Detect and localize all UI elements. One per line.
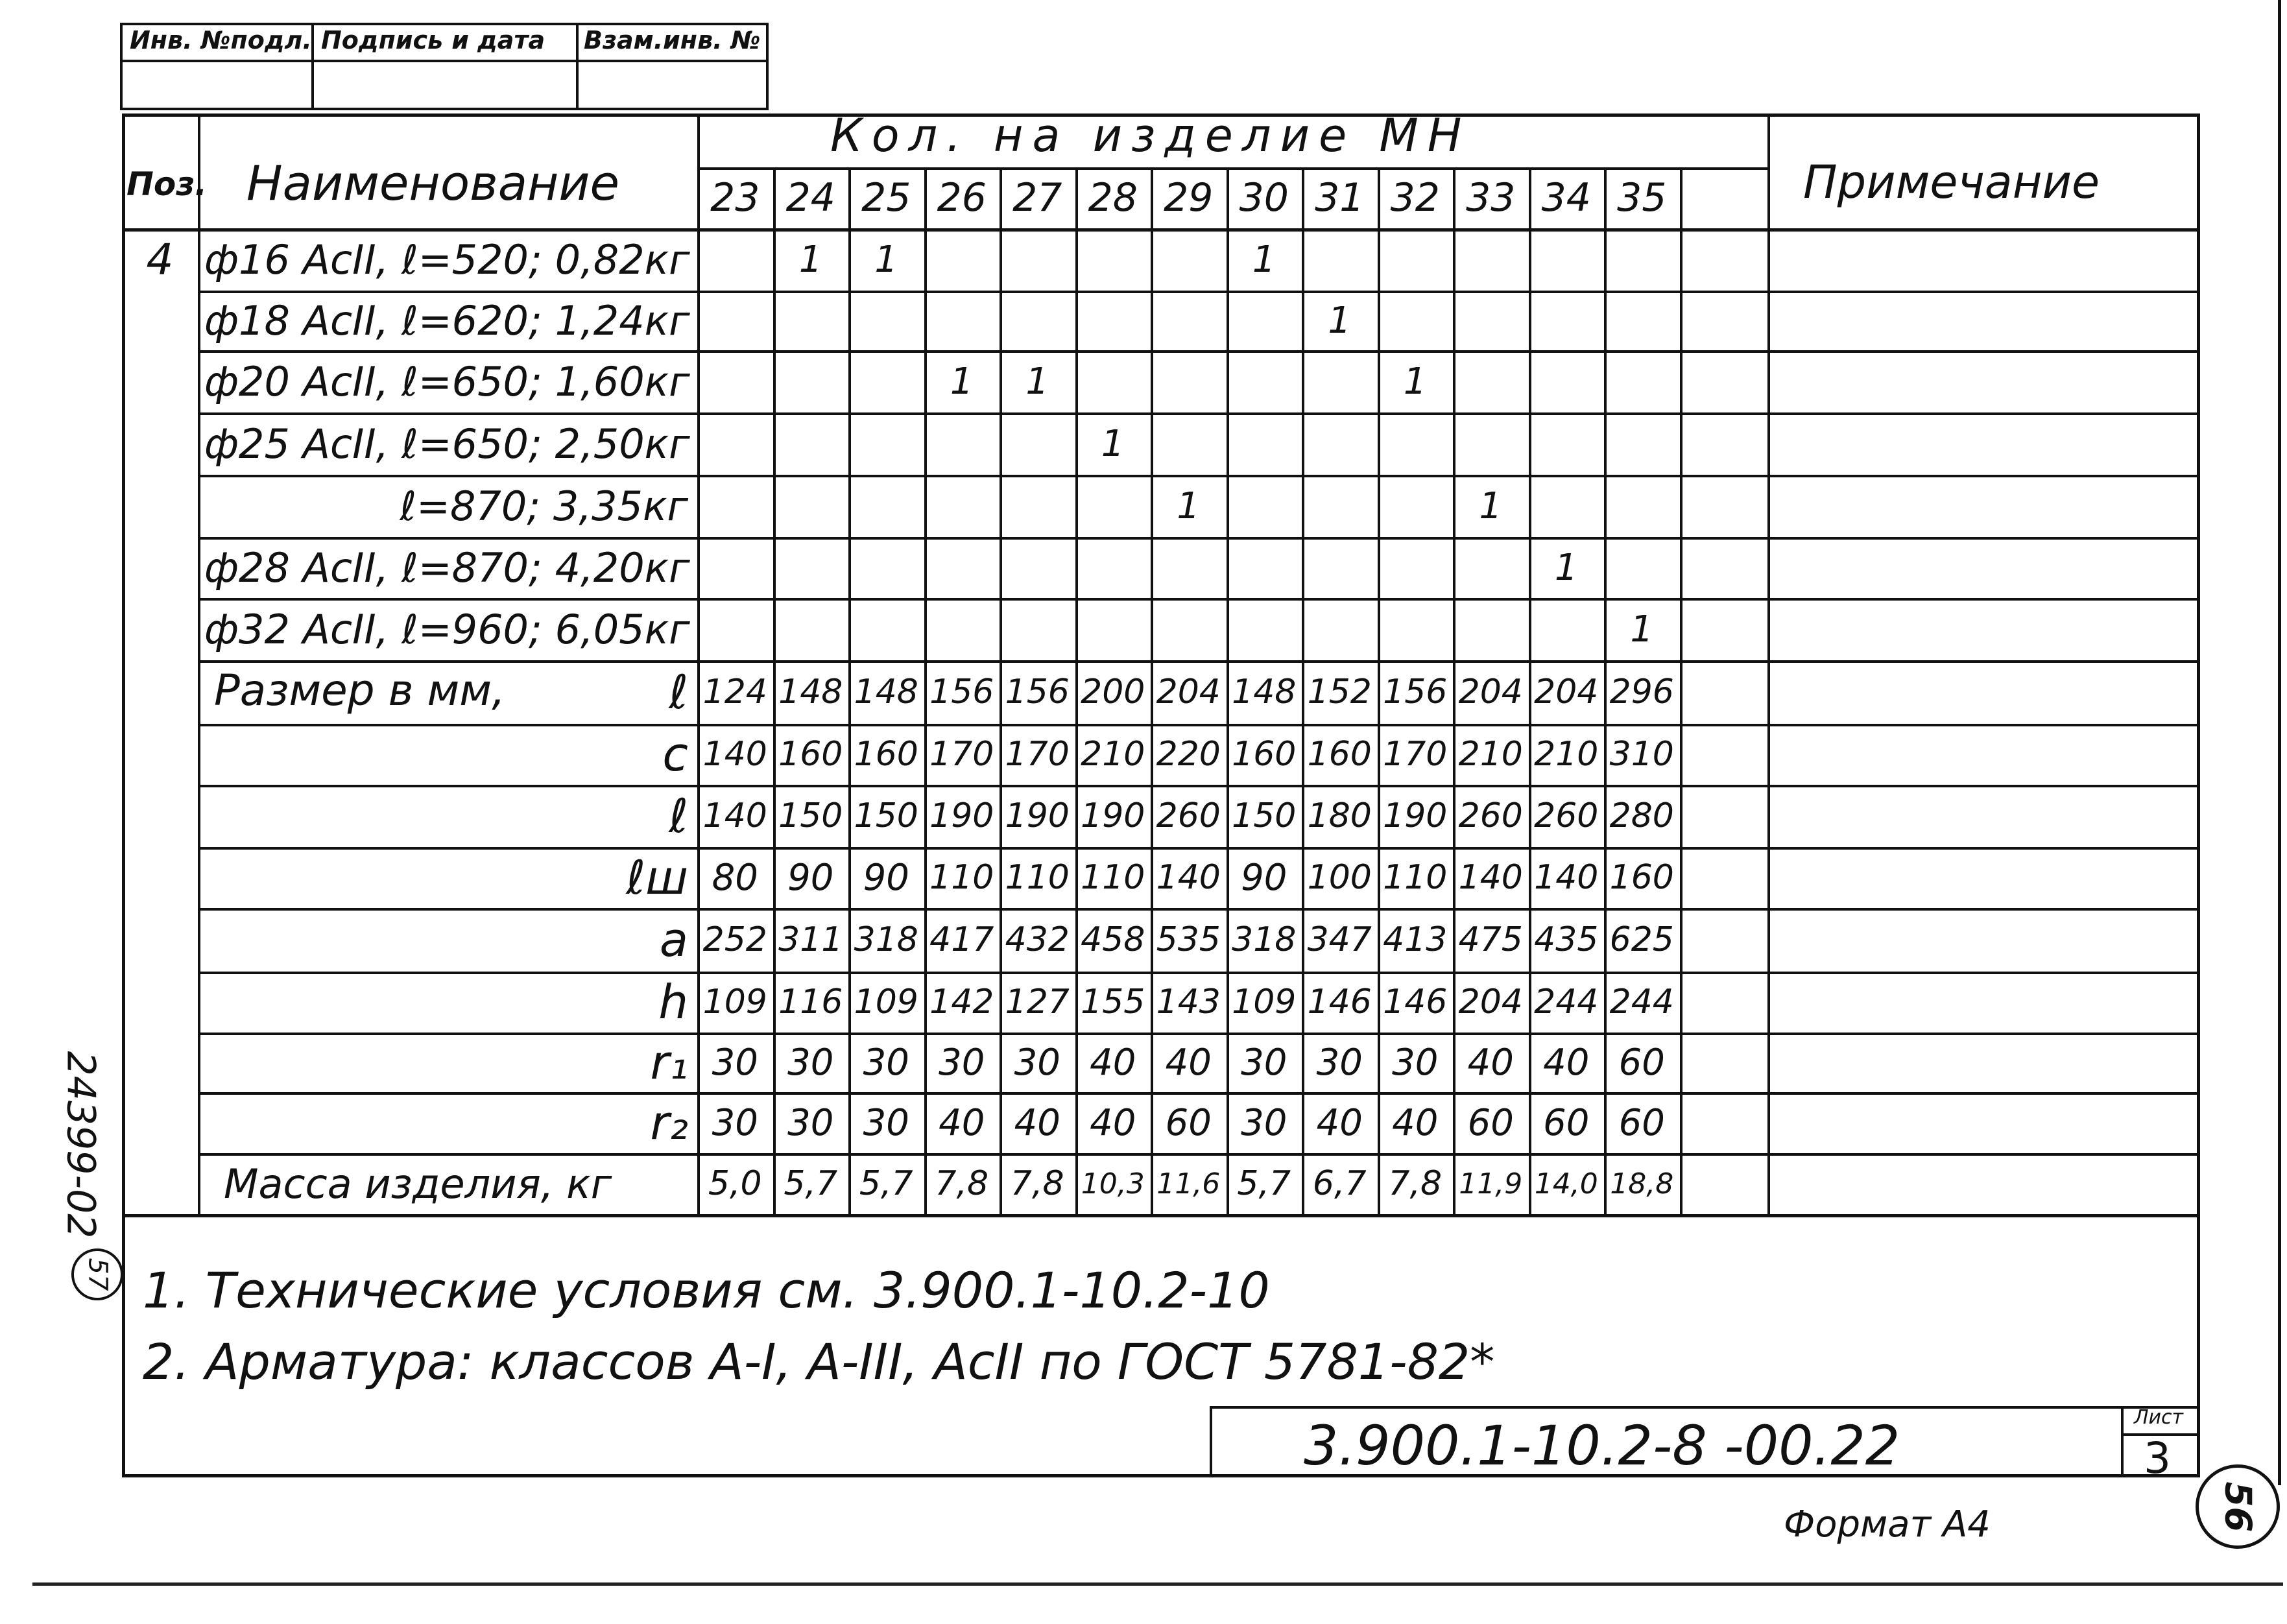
row-pos [122,598,198,660]
table-cell: 100 [1307,858,1372,897]
table-cell [1302,228,1378,291]
circle-left-number: 57 [82,1258,112,1291]
table-cell: 150 [778,796,843,835]
table-cell: 90 [863,856,909,899]
table-cell: 30 [712,1041,758,1084]
table-cell: 1 [1252,238,1276,281]
table-cell [924,475,1000,537]
table-cell: 30 [1241,1041,1287,1084]
table-cell: 148 [1232,673,1297,711]
row-pos [122,350,198,412]
table-cell: 110 [929,858,994,897]
table-cell: 40 [1467,1041,1514,1084]
table-cell [848,475,924,537]
table-cell: 160 [1609,858,1674,897]
table-cell [773,598,849,660]
table-cell: 1 [1025,360,1049,403]
row-pos [122,475,198,537]
row-pos [122,724,198,785]
table-cell [1453,291,1529,350]
table-cell: 170 [1383,735,1448,774]
note-2: 2. Арматура: классов А-I, А-III, АсII по ГОСТ 5781-82* [143,1333,1495,1391]
table-cell: 180 [1307,796,1372,835]
header-note: Примечание [1803,156,2100,209]
table-cell: 30 [712,1101,758,1144]
table-cell: 318 [1232,920,1297,959]
table-cell [1075,228,1151,291]
table-cell: 124 [702,673,767,711]
table-cell: 260 [1534,796,1599,835]
table-cell [1604,475,1680,537]
table-cell [1604,228,1680,291]
table-cell: 475 [1458,920,1523,959]
table-cell: 109 [1232,983,1297,1021]
table-cell [1227,412,1302,475]
table-cell: 40 [1543,1041,1590,1084]
table-cell: 1 [1403,360,1427,403]
table-cell [773,412,849,475]
table-cell: 5,7 [784,1164,838,1203]
table-cell: 148 [854,673,918,711]
row-pos [122,537,198,598]
row-pos [122,847,198,908]
column-header: 26 [937,175,987,221]
column-header: 32 [1390,175,1440,221]
table-cell [1453,350,1529,412]
size-parameter: ℓш [626,850,688,905]
stamp-signature-date: Подпись и дата [321,26,545,54]
table-cell [1151,291,1227,350]
table-cell: 6,7 [1312,1164,1367,1203]
table-cell: 296 [1609,673,1674,711]
size-parameter: ℓ [669,789,688,843]
row-name: ℓ=870; 3,35кг [400,482,688,530]
side-number: 24399-02 [58,1051,104,1239]
table-cell: 152 [1307,673,1372,711]
table-cell: 160 [1232,735,1297,774]
column-header: 27 [1012,175,1062,221]
table-cell: 109 [854,983,918,1021]
table-cell: 40 [1392,1101,1439,1144]
table-cell: 160 [854,735,918,774]
table-cell [1453,537,1529,598]
table-cell: 347 [1307,920,1372,959]
table-cell: 1 [874,238,898,281]
table-cell [697,412,773,475]
table-cell: 30 [863,1041,909,1084]
table-cell: 458 [1081,920,1145,959]
size-label: Размер в мм, [214,665,506,715]
table-cell: 140 [702,796,767,835]
table-cell: 210 [1458,735,1523,774]
table-cell: 30 [787,1041,834,1084]
table-cell [1227,598,1302,660]
table-cell [1604,291,1680,350]
table-cell: 432 [1005,920,1070,959]
column-header: 30 [1239,175,1289,221]
table-cell: 318 [854,920,918,959]
table-cell [1529,350,1605,412]
table-cell [1075,291,1151,350]
table-cell: 200 [1081,673,1145,711]
table-cell [1151,598,1227,660]
column-header: 33 [1466,175,1516,221]
table-cell: 204 [1534,673,1599,711]
table-cell: 140 [1534,858,1599,897]
column-header: 23 [710,175,760,221]
table-cell [1000,412,1075,475]
size-parameter: c [662,727,688,782]
table-cell: 190 [929,796,994,835]
row-pos [122,972,198,1033]
table-cell: 80 [712,856,758,899]
table-cell: 146 [1383,983,1448,1021]
size-parameter: r₂ [650,1095,688,1150]
table-cell: 252 [702,920,767,959]
table-cell [848,412,924,475]
table-cell [1529,228,1605,291]
table-cell: 204 [1458,983,1523,1021]
table-cell: 110 [1383,858,1448,897]
table-cell [1075,537,1151,598]
row-pos [122,660,198,724]
table-cell: 156 [1383,673,1448,711]
table-cell: 142 [929,983,994,1021]
stamp-replaced-inv: Взам.инв. № [584,26,761,54]
table-cell: 1 [1101,422,1125,465]
table-cell [1151,537,1227,598]
sheet-label: Лист [2134,1406,2184,1429]
table-cell: 5,7 [859,1164,913,1203]
table-cell [773,537,849,598]
table-cell: 1 [1328,299,1352,342]
table-cell [1227,537,1302,598]
table-cell: 210 [1081,735,1145,774]
table-cell: 30 [1241,1101,1287,1144]
table-cell [1604,412,1680,475]
table-cell: 60 [1165,1101,1212,1144]
table-cell: 190 [1081,796,1145,835]
table-cell: 220 [1156,735,1221,774]
table-cell: 60 [1618,1101,1665,1144]
table-cell: 5,0 [708,1164,762,1203]
table-cell: 7,8 [935,1164,989,1203]
table-cell [1151,228,1227,291]
table-cell [1378,412,1454,475]
table-cell [1075,598,1151,660]
table-cell: 244 [1609,983,1674,1021]
table-cell [773,475,849,537]
table-cell: 244 [1534,983,1599,1021]
table-cell [924,412,1000,475]
table-cell [773,350,849,412]
table-cell: 260 [1458,796,1523,835]
table-cell [697,475,773,537]
size-parameter: h [658,975,688,1029]
row-pos [122,412,198,475]
table-cell: 140 [1156,858,1221,897]
circle-left-badge [71,1248,123,1300]
table-cell: 148 [778,673,843,711]
table-cell [924,291,1000,350]
table-cell [1453,598,1529,660]
table-cell: 1 [1630,608,1654,651]
table-cell: 1 [798,238,822,281]
table-cell: 10,3 [1081,1167,1145,1200]
row-name: ф18 АсII, ℓ=620; 1,24кг [204,296,690,344]
table-cell [924,228,1000,291]
table-cell: 190 [1383,796,1448,835]
table-cell: 435 [1534,920,1599,959]
size-parameter: ℓ [669,665,688,719]
format-label: Формат А4 [1784,1503,1991,1546]
table-cell [1000,598,1075,660]
table-cell [1453,228,1529,291]
table-cell: 40 [939,1101,985,1144]
table-cell: 140 [1458,858,1523,897]
table-cell: 146 [1307,983,1372,1021]
row-pos [122,1033,198,1092]
table-cell [697,291,773,350]
sheet-number: 3 [2144,1433,2171,1483]
row-pos [122,908,198,972]
table-cell: 30 [939,1041,985,1084]
table-cell [1378,537,1454,598]
document-code: 3.900.1-10.2-8 -00.22 [1304,1414,1900,1477]
table-cell: 110 [1081,858,1145,897]
table-cell: 90 [1241,856,1287,899]
table-cell: 7,8 [1010,1164,1064,1203]
size-parameter: a [659,913,688,967]
table-cell: 30 [1316,1041,1363,1084]
column-header: 31 [1315,175,1365,221]
table-cell [1378,598,1454,660]
column-header: 24 [785,175,835,221]
table-cell: 204 [1156,673,1221,711]
table-cell [1000,291,1075,350]
table-cell: 310 [1609,735,1674,774]
table-cell [1378,291,1454,350]
row-pos [122,291,198,350]
table-cell [848,291,924,350]
table-cell [1302,412,1378,475]
column-header: 25 [861,175,911,221]
table-cell: 280 [1609,796,1674,835]
table-cell: 18,8 [1610,1167,1674,1200]
table-cell: 5,7 [1237,1164,1291,1203]
table-cell: 140 [702,735,767,774]
table-cell: 14,0 [1534,1167,1598,1200]
table-cell [848,350,924,412]
table-cell [697,228,773,291]
table-cell: 155 [1081,983,1145,1021]
table-cell [1529,291,1605,350]
row-pos: 4 [146,234,174,285]
table-cell: 535 [1156,920,1221,959]
table-cell: 1 [950,360,974,403]
table-cell [1000,537,1075,598]
circle-right-badge [2196,1464,2280,1549]
table-cell: 150 [854,796,918,835]
table-cell: 210 [1534,735,1599,774]
circle-right-number: 56 [2216,1481,2259,1532]
table-cell [924,598,1000,660]
table-cell: 116 [778,983,843,1021]
table-cell [1075,350,1151,412]
table-cell [1302,598,1378,660]
column-header: 28 [1088,175,1138,221]
row-name: ф28 АсII, ℓ=870; 4,20кг [204,543,690,591]
table-cell [1151,350,1227,412]
row-name: ф16 АсII, ℓ=520; 0,82кг [204,235,690,283]
column-header: 34 [1541,175,1591,221]
header-qty-group: Кол. на изделие МН [830,109,1471,162]
table-cell: 1 [1177,484,1201,527]
row-pos [122,1092,198,1153]
table-cell: 40 [1165,1041,1212,1084]
table-cell [1302,537,1378,598]
table-cell: 413 [1383,920,1448,959]
table-cell: 30 [863,1101,909,1144]
table-cell: 625 [1609,920,1674,959]
table-cell [848,537,924,598]
table-cell: 7,8 [1388,1164,1443,1203]
table-cell [1075,475,1151,537]
table-cell [1453,412,1529,475]
table-cell: 170 [1005,735,1070,774]
table-cell: 109 [702,983,767,1021]
table-cell [1604,537,1680,598]
table-cell [1378,475,1454,537]
table-cell: 60 [1543,1101,1590,1144]
table-cell: 417 [929,920,994,959]
table-cell: 60 [1618,1041,1665,1084]
table-cell: 90 [787,856,834,899]
table-cell: 30 [1014,1041,1060,1084]
table-cell [1227,475,1302,537]
table-cell: 143 [1156,983,1221,1021]
table-cell: 30 [787,1101,834,1144]
mass-label: Масса изделия, кг [224,1160,612,1208]
table-cell [697,350,773,412]
table-cell: 1 [1479,484,1503,527]
stamp-inv-no: Инв. №подл. [130,26,312,54]
table-cell [1529,598,1605,660]
table-cell: 30 [1392,1041,1439,1084]
row-pos [122,1153,198,1214]
header-name: Наименование [246,156,620,211]
table-cell: 11,6 [1156,1167,1221,1200]
table-cell [1000,228,1075,291]
row-name: ф32 АсII, ℓ=960; 6,05кг [204,605,690,653]
size-parameter: r₁ [650,1035,688,1090]
table-cell: 11,9 [1459,1167,1523,1200]
table-cell: 150 [1232,796,1297,835]
table-cell: 40 [1316,1101,1363,1144]
table-cell [1227,350,1302,412]
table-cell [1227,291,1302,350]
table-cell [1302,475,1378,537]
table-cell: 160 [1307,735,1372,774]
table-cell [1529,412,1605,475]
row-pos [122,785,198,847]
row-name: ф25 АсII, ℓ=650; 2,50кг [204,420,690,468]
table-cell [1378,228,1454,291]
table-cell: 311 [778,920,843,959]
table-cell: 170 [929,735,994,774]
table-cell [1529,475,1605,537]
table-cell: 156 [1005,673,1070,711]
table-cell: 1 [1554,546,1578,589]
table-cell [1000,475,1075,537]
table-cell [1604,350,1680,412]
table-cell [773,291,849,350]
header-pos: Поз. [126,165,208,203]
table-cell [1302,350,1378,412]
table-cell: 260 [1156,796,1221,835]
table-cell [697,598,773,660]
table-cell [924,537,1000,598]
column-header: 35 [1617,175,1667,221]
table-cell: 160 [778,735,843,774]
column-header: 29 [1164,175,1214,221]
table-cell: 127 [1005,983,1070,1021]
table-cell: 40 [1090,1101,1136,1144]
table-cell [848,598,924,660]
table-cell: 60 [1467,1101,1514,1144]
table-cell: 110 [1005,858,1070,897]
table-cell [697,537,773,598]
table-cell: 190 [1005,796,1070,835]
table-cell: 40 [1090,1041,1136,1084]
table-cell [1151,412,1227,475]
table-cell: 156 [929,673,994,711]
table-cell: 40 [1014,1101,1060,1144]
row-name: ф20 АсII, ℓ=650; 1,60кг [204,357,690,405]
note-1: 1. Технические условия см. 3.900.1-10.2-10 [143,1261,1270,1319]
table-cell: 204 [1458,673,1523,711]
